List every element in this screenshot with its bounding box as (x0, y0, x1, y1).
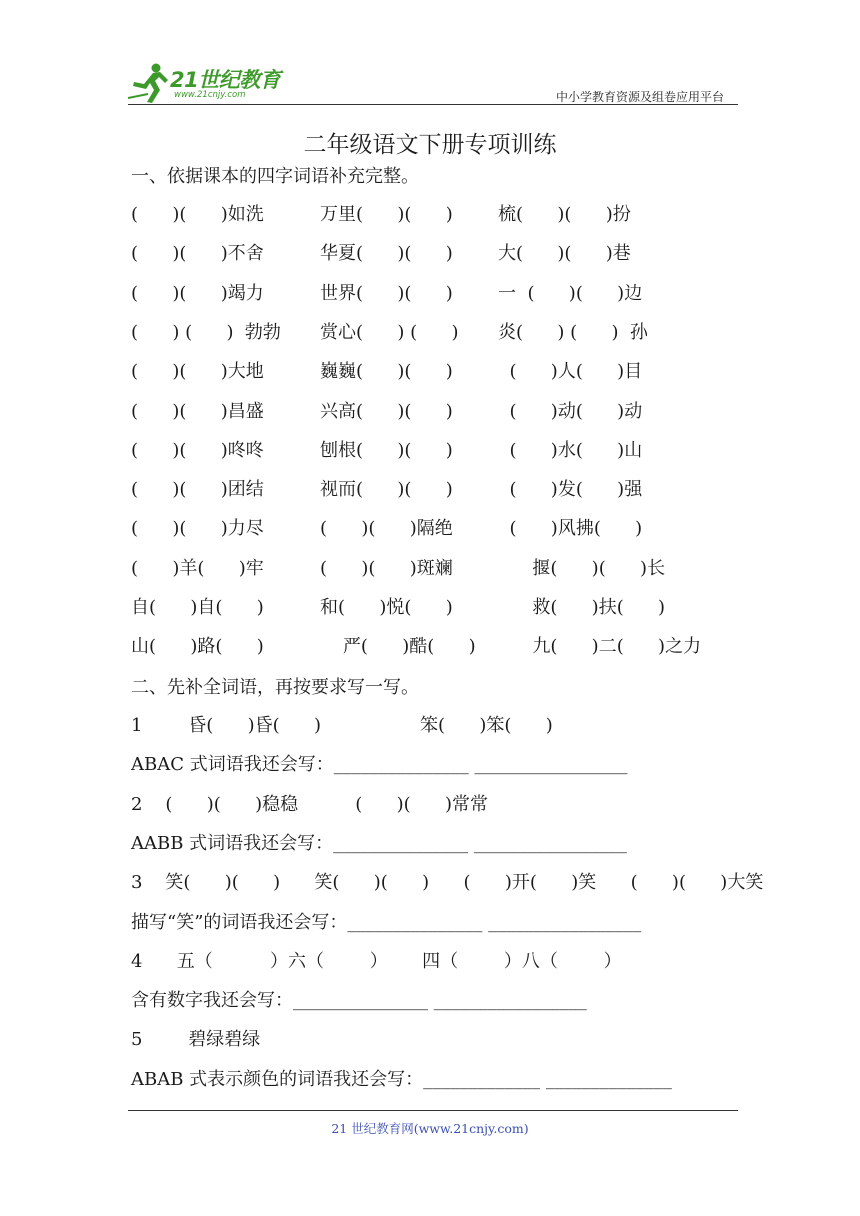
fill-blank-item: 严( )酷( ) (320, 636, 476, 658)
exercise-line-part: 笨( )笨( ) (420, 715, 553, 736)
answer-line: 含有数字我还会写：_______________ _________________ (131, 990, 587, 1012)
fill-blank-item: 视而( )( ) (320, 479, 453, 501)
answer-line: 描写“笑”的词语我还会写：_______________ _________________ (131, 911, 642, 933)
page-title: 二年级语文下册专项训练 (303, 132, 557, 158)
fill-blank-item: 山( )路( ) (131, 636, 264, 658)
exercise-line: 2 ( )( )稳稳 ( )( )常常 (131, 793, 489, 815)
logo-url: www.21cnjy.com (174, 90, 246, 100)
fill-blank-item: 梳( )( )扮 (498, 204, 631, 225)
fill-blank-item: 赏心( ) ( ) (320, 321, 459, 343)
fill-blank-item: ( )发( )强 (498, 479, 643, 501)
fill-blank-item: ( )( )咚咚 (131, 439, 264, 461)
fill-blank-item: 一 ( )( )边 (498, 282, 643, 304)
exercise-line: 1 昏( )昏( ) (131, 715, 321, 736)
fill-blank-item: ( )( )昌盛 (131, 400, 264, 422)
section1-heading: 一、依据课本的四字词语补充完整。 (131, 166, 419, 187)
fill-blank-item: ( )人( )目 (498, 361, 643, 383)
fill-blank-item: ( )( )隔绝 (320, 518, 453, 540)
fill-blank-item: ( )( )团结 (131, 479, 264, 501)
exercise-line: 5 碧绿碧绿 (131, 1029, 261, 1051)
fill-blank-item: 巍巍( )( ) (320, 361, 453, 383)
fill-blank-item: 自( )自( ) (131, 597, 264, 618)
fill-blank-item: 万里( )( ) (320, 204, 453, 225)
fill-blank-item: 救( )扶( ) (498, 597, 666, 618)
fill-blank-item: 九( )二( )之力 (498, 636, 702, 658)
fill-blank-item: ( ) ( ) 勃勃 (131, 321, 281, 343)
footer-text: 21 世纪教育网(www.21cnjy.com) (331, 1121, 529, 1136)
fill-blank-item: ( )( )大地 (131, 361, 264, 383)
fill-blank-item: ( )动( )动 (498, 400, 643, 422)
fill-blank-item: 刨根( )( ) (320, 439, 453, 461)
exercise-line: 3 笑( )( ) 笑( )( ) ( )开( )笑 ( )( )大笑 (131, 872, 764, 894)
fill-blank-item: ( )风拂( ) (498, 518, 643, 540)
fill-blank-item: 大( )( )巷 (498, 243, 631, 265)
fill-blank-item: ( )( )竭力 (131, 282, 264, 304)
logo-text: 21世纪教育 (170, 68, 281, 92)
fill-blank-item: 和( )悦( ) (320, 597, 453, 618)
fill-blank-item: 世界( )( ) (320, 282, 453, 304)
fill-blank-item: ( )( )斑斓 (320, 557, 453, 579)
answer-line: ABAB 式表示颜色的词语我还会写：_____________ ______________ (131, 1068, 672, 1090)
fill-blank-item: 兴高( )( ) (320, 400, 453, 422)
answer-line: ABAC 式词语我还会写：_______________ _________________ (131, 754, 628, 776)
fill-blank-item: ( )水( )山 (498, 439, 643, 461)
logo (128, 62, 288, 106)
exercise-line: 4 五（ ）六（ ） 四（ ）八（ ） (131, 950, 622, 972)
fill-blank-item: 华夏( )( ) (320, 243, 453, 265)
footer-divider (128, 1110, 738, 1111)
answer-line: AABB 式词语我还会写：_______________ _________________ (131, 832, 627, 854)
fill-blank-item: 揠( )( )长 (498, 557, 666, 579)
section2-heading: 二、先补全词语，再按要求写一写。 (131, 677, 419, 698)
fill-blank-item: ( )( )如洗 (131, 204, 264, 225)
runner-icon (128, 62, 172, 106)
header-tagline: 中小学教育资源及组卷应用平台 (555, 90, 724, 104)
fill-blank-item: ( )( )力尽 (131, 518, 264, 540)
fill-blank-item: ( )羊( )牢 (131, 557, 264, 579)
fill-blank-item: 炎( ) ( ) 孙 (498, 321, 648, 343)
header-divider (128, 104, 738, 105)
fill-blank-item: ( )( )不舍 (131, 243, 264, 265)
